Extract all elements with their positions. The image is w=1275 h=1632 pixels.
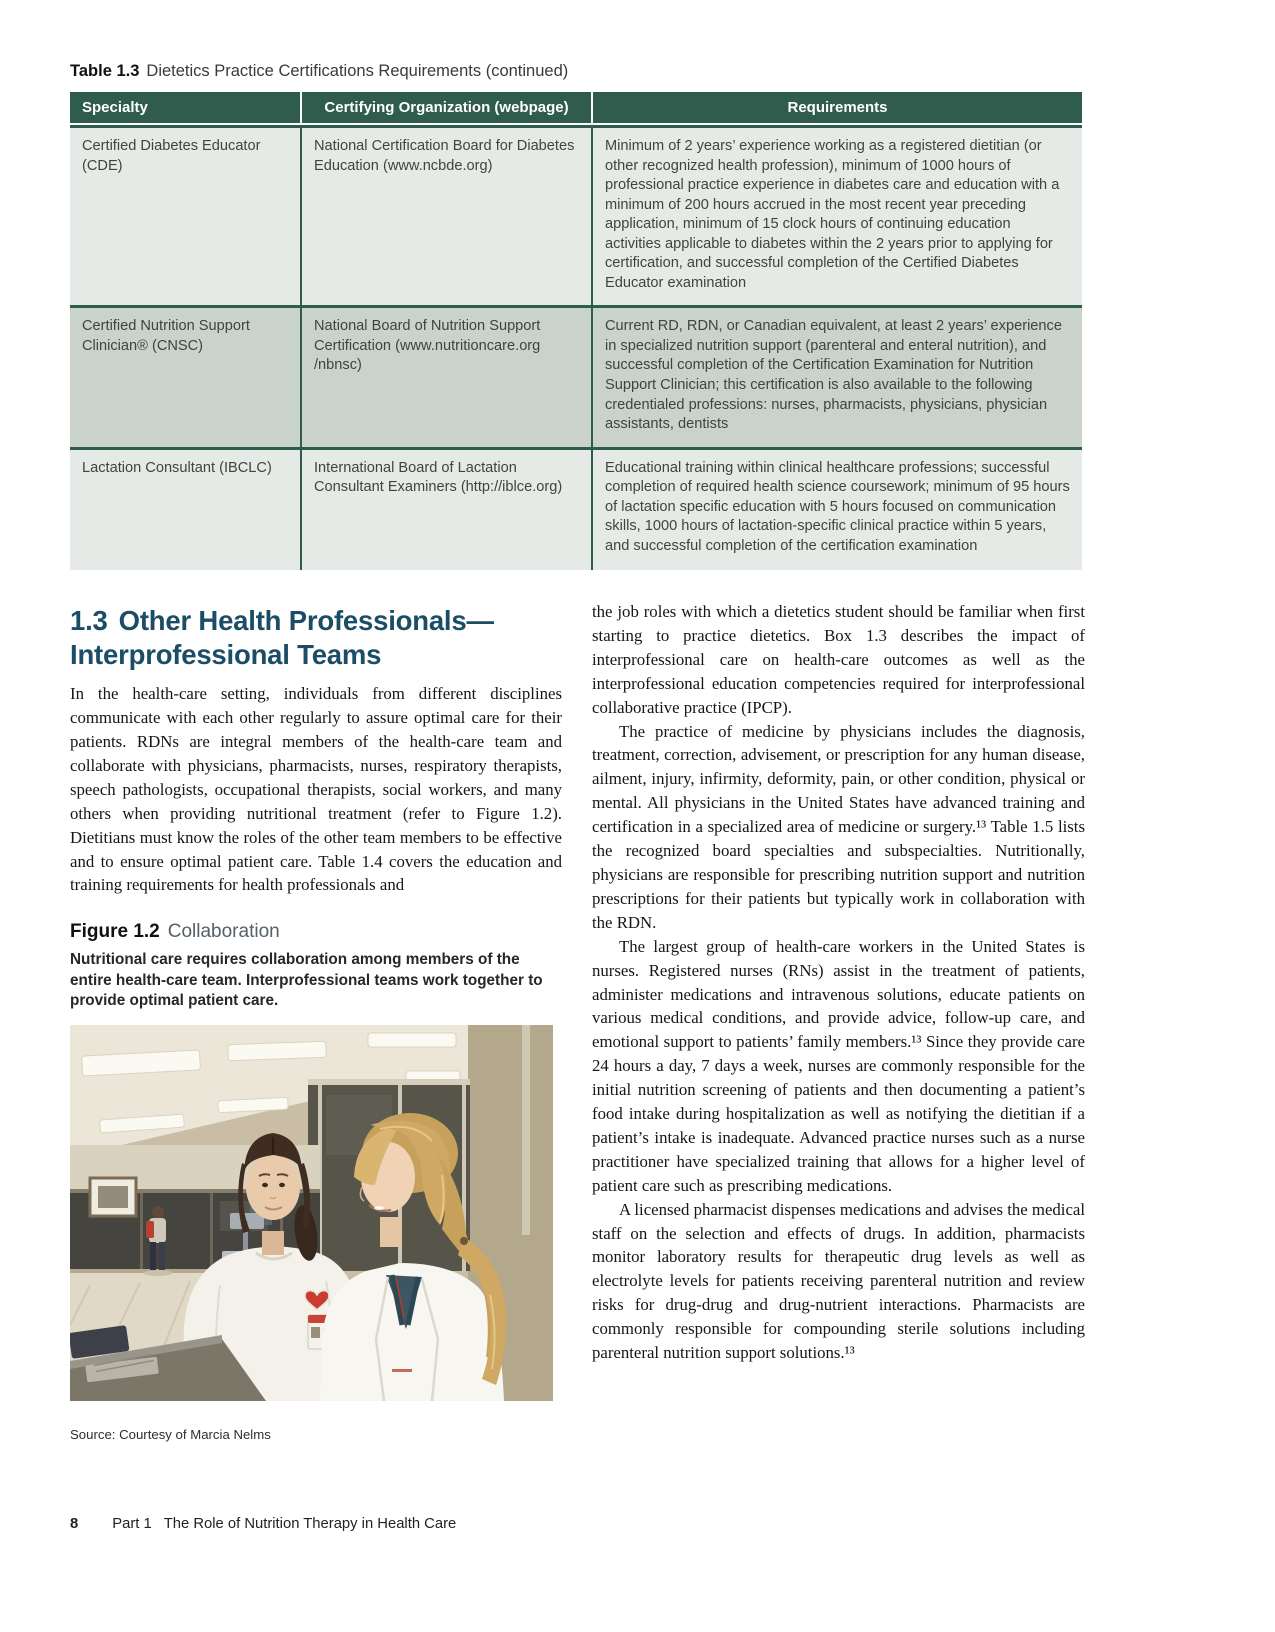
figure-caption: Nutritional care requires collaboration among members of the entire health-care team. Interprofessional teams work together to provide optimal patient care. bbox=[70, 951, 543, 1010]
left-column bbox=[70, 604, 562, 1442]
cell-organization: National Certification Board for Diabetes Education (www.ncbde.org) bbox=[300, 128, 591, 305]
certifications-table bbox=[70, 92, 1082, 570]
cell-organization: National Board of Nutrition Support Certification (www.nutritioncare.org /nbnsc) bbox=[300, 308, 591, 446]
column-header-requirements: Requirements bbox=[591, 92, 1082, 123]
footer-title: The Role of Nutrition Therapy in Health Care bbox=[163, 1516, 457, 1532]
cell-requirements: Current RD, RDN, or Canadian equivalent, at least 2 years’ experience in specialized nutrition support (parenteral and enteral nutrition), and successful completion of the Certification Examination for Nutrition Support Clinician; this certification is also available to the following credentialed professions: nurses, pharmacists, physicians, physician assistants, dentists bbox=[591, 308, 1082, 446]
section-heading-line1: Other Health Professionals— bbox=[118, 605, 494, 636]
table-row bbox=[70, 447, 1082, 570]
table-row bbox=[70, 125, 1082, 305]
right-column bbox=[592, 600, 1085, 1365]
coat-monogram bbox=[392, 1369, 412, 1372]
table-title-text: Dietetics Practice Certifications Requirements (continued) bbox=[146, 62, 569, 80]
page-footer bbox=[70, 1516, 456, 1532]
cell-requirements: Educational training within clinical healthcare professions; successful completion of required health science coursework; minimum of 95 hours of lactation specific education with 5 hours focused on communication skills, 1000 hours of lactation-specific clinical practice within 5 years, and successful completion of the certification examination bbox=[591, 450, 1082, 570]
column-header-organization: Certifying Organization (webpage) bbox=[300, 92, 591, 123]
cell-organization: International Board of Lactation Consultant Examiners (http://iblce.org) bbox=[300, 450, 591, 570]
section-heading bbox=[70, 604, 562, 672]
wall-trim bbox=[522, 1025, 530, 1235]
footer-part: Part 1 bbox=[112, 1516, 152, 1532]
table-section bbox=[70, 62, 1082, 570]
body-paragraph: The practice of medicine by physicians includes the diagnosis, treatment, correction, advisement, or prescription for any human disease, ailment, injury, infirmity, deformity, pain, or other condition, physical or mental. All physicians in the United States have advanced training and certification in a specialized area of medicine or surgery.¹³ Table 1.5 lists the recognized board specialties and subspecialties. Nutritionally, physicians are responsible for prescribing nutrition support and nutrition prescriptions for their patients but typically work in collaboration with the RDN. bbox=[592, 721, 1085, 932]
section-heading-line2: Interprofessional Teams bbox=[70, 639, 382, 671]
figure-title: Collaboration bbox=[167, 921, 280, 943]
table-row bbox=[70, 305, 1082, 446]
figure-number: Figure 1.2 bbox=[70, 921, 160, 943]
table-number: Table 1.3 bbox=[70, 62, 140, 80]
cell-specialty: Lactation Consultant (IBCLC) bbox=[82, 459, 272, 476]
figure-photo bbox=[70, 1025, 553, 1401]
hair-tie bbox=[460, 1237, 468, 1245]
body-paragraph: In the health-care setting, individuals from different disciplines communicate with each other regularly to assure optimal care for their patients. RDNs are integral members of the health-care team and collaborate with physicians, pharmacists, nurses, respiratory therapists, speech pathologists, occupational therapists, social workers, and many others when providing nutritional treatment (refer to Figure 1.2). Dietitians must know the roles of the other team members to be effective and to ensure optimal patient care. Table 1.4 covers the education and training requirements for health professionals and bbox=[70, 684, 562, 895]
wall-picture bbox=[90, 1178, 136, 1216]
column-header-specialty: Specialty bbox=[82, 99, 148, 116]
figure-label bbox=[70, 921, 562, 943]
page-number: 8 bbox=[70, 1516, 79, 1532]
body-paragraph: the job roles with which a dietetics student should be familiar when first starting to practice dietetics. Box 1.3 describes the impact of interprofessional care on health-care outcomes as well as the interprofessional education competencies required for interprofessional collaborative practice (IPCP). bbox=[592, 602, 1085, 717]
section-number: 1.3 bbox=[70, 605, 108, 636]
cell-specialty: Certified Diabetes Educator (CDE) bbox=[82, 138, 261, 174]
body-paragraph: The largest group of health-care workers in the United States is nurses. Registered nurses (RNs) assist in the treatment of patients, administer medications and intravenous solutions, educate patients on various medical conditions, and provide advice, follow-up care, and emotional support to patients’ family members.¹³ Since they provide care 24 hours a day, 7 days a week, nurses are commonly responsible for the initial nutrition screening of patients and then documenting a patient’s food intake during hospitalization as well as notifying the dietitian if a patient’s intake is inadequate. Advanced practice nurses such as a nurse practitioner have specialized training that allows for a higher level of patient care such as prescribing medications. bbox=[592, 936, 1085, 1195]
body-paragraph: A licensed pharmacist dispenses medications and advises the medical staff on the selection and effects of drugs. In addition, pharmacists monitor laboratory results for therapeutic drug levels as well as electrolyte levels for patients receiving parenteral nutrition and review risks for drug-drug and drug-nutrient interactions. Pharmacists are commonly responsible for compounding sterile solutions including parenteral nutrition support solutions.¹³ bbox=[592, 1199, 1086, 1363]
table-header-row bbox=[70, 92, 1082, 123]
table-title bbox=[70, 62, 1082, 81]
figure-source: Source: Courtesy of Marcia Nelms bbox=[70, 1427, 271, 1443]
cell-specialty: Certified Nutrition Support Clinician® (CNSC) bbox=[82, 318, 250, 354]
cell-requirements: Minimum of 2 years’ experience working as a registered dietitian (or other recognized health profession), minimum of 1000 hours of professional practice experience in diabetes care and education with a minimum of 200 hours accrued in the most recent year preceding application, minimum of 15 clock hours of continuing education activities applicable to diabetes within the 2 years prior to applying for certification, and successful completion of the Certified Diabetes Educator examination bbox=[591, 128, 1082, 305]
